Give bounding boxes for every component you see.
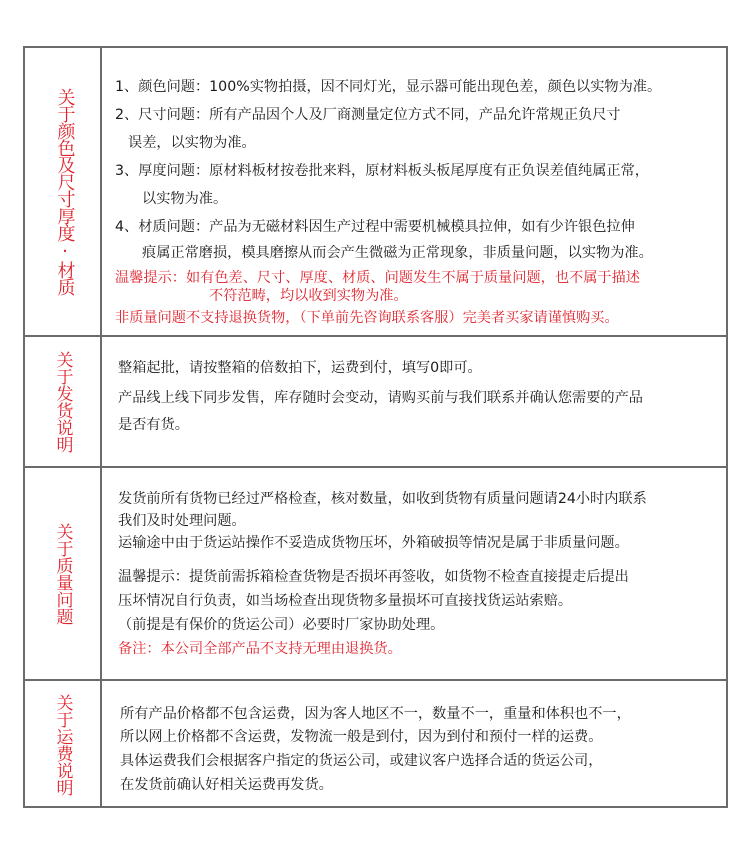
section-line: 整箱起批，请按整箱的倍数拍下，运费到付，填写0即可。 <box>118 360 482 376</box>
info-table <box>23 46 728 808</box>
section-content <box>102 48 726 335</box>
section-content <box>102 681 726 808</box>
section-line: 3、厚度问题：原材料板材按卷批来料，原材料板头板尾厚度有正负误差值纯属正常， <box>115 163 649 179</box>
section-label <box>25 468 102 679</box>
section-label-text: 关于发货说明 <box>52 350 73 453</box>
section-content <box>102 337 726 466</box>
section-line: 2、尺寸问题：所有产品因个人及厂商测量定位方式不同，产品允许常规正负尺寸 <box>115 107 621 123</box>
section-content <box>102 468 726 679</box>
section-quality <box>25 468 726 681</box>
section-line: 1、颜色问题：100%实物拍摄，因不同灯光，显示器可能出现色差，颜色以实物为准。 <box>115 79 662 95</box>
section-line: 具体运费我们会根据客户指定的货运公司，或建议客户选择合适的货运公司， <box>120 753 603 769</box>
section-line: 以实物为准。 <box>142 191 228 207</box>
section-line: 发货前所有货物已经过严格检查，核对数量，如收到货物有质量问题请24小时内联系 <box>118 491 647 507</box>
section-label <box>25 681 102 808</box>
section-line: 误差，以实物为准。 <box>128 135 256 151</box>
section-line: 痕属正常磨损，模具磨擦从而会产生微磁为正常现象，非质量问题，以实物为准。 <box>142 245 653 261</box>
section-line: 压坏情况自行负责，如当场检查出现货物多量损坏可直接找货运站索赔。 <box>118 593 573 609</box>
section-line-warning: 温馨提示：如有色差、尺寸、厚度、材质、问题发生不属于质量问题，也不属于描述 <box>115 270 640 286</box>
section-line: 温馨提示：提货前需拆箱检查货物是否损坏再签收，如货物不检查直接提走后提出 <box>118 569 629 585</box>
section-label <box>25 337 102 466</box>
section-line: 所有产品价格都不包含运费，因为客人地区不一，数量不一，重量和体积也不一， <box>120 706 631 722</box>
section-line: 我们及时处理问题。 <box>118 513 246 529</box>
section-freight <box>25 681 726 808</box>
section-label-text: 关于质量问题 <box>52 522 73 625</box>
section-line: 运输途中由于货运站操作不妥造成货物压坏，外箱破损等情况是属于非质量问题。 <box>118 535 629 551</box>
section-line: 所以网上价格都不含运费，发物流一般是到付，因为到付和预付一样的运费。 <box>120 729 603 745</box>
section-label-text: 关于颜色及尺寸厚度·材质 <box>54 88 76 295</box>
section-shipping <box>25 337 726 468</box>
section-line-note: 备注：本公司全部产品不支持无理由退换货。 <box>118 641 402 657</box>
section-line: 产品线上线下同步发售，库存随时会变动，请购买前与我们联系并确认您需要的产品 <box>118 390 643 406</box>
section-line: 4、材质问题：产品为无磁材料因生产过程中需要机械模具拉伸，如有少许银色拉伸 <box>115 219 635 235</box>
section-line-warning: 不符范畴，均以收到实物为准。 <box>209 288 408 304</box>
section-color-size <box>25 48 726 337</box>
section-line-warning: 非质量问题不支持退换货物，（下单前先咨询联系客服）完美者买家请谨慎购买。 <box>115 310 619 326</box>
section-label-text: 关于运费说明 <box>52 693 73 796</box>
section-line: 是否有货。 <box>118 417 189 433</box>
section-line: 在发货前确认好相关运费再发货。 <box>120 777 333 793</box>
section-line: （前提是有保价的货运公司）必要时厂家协助处理。 <box>118 617 445 633</box>
section-label <box>25 48 102 335</box>
